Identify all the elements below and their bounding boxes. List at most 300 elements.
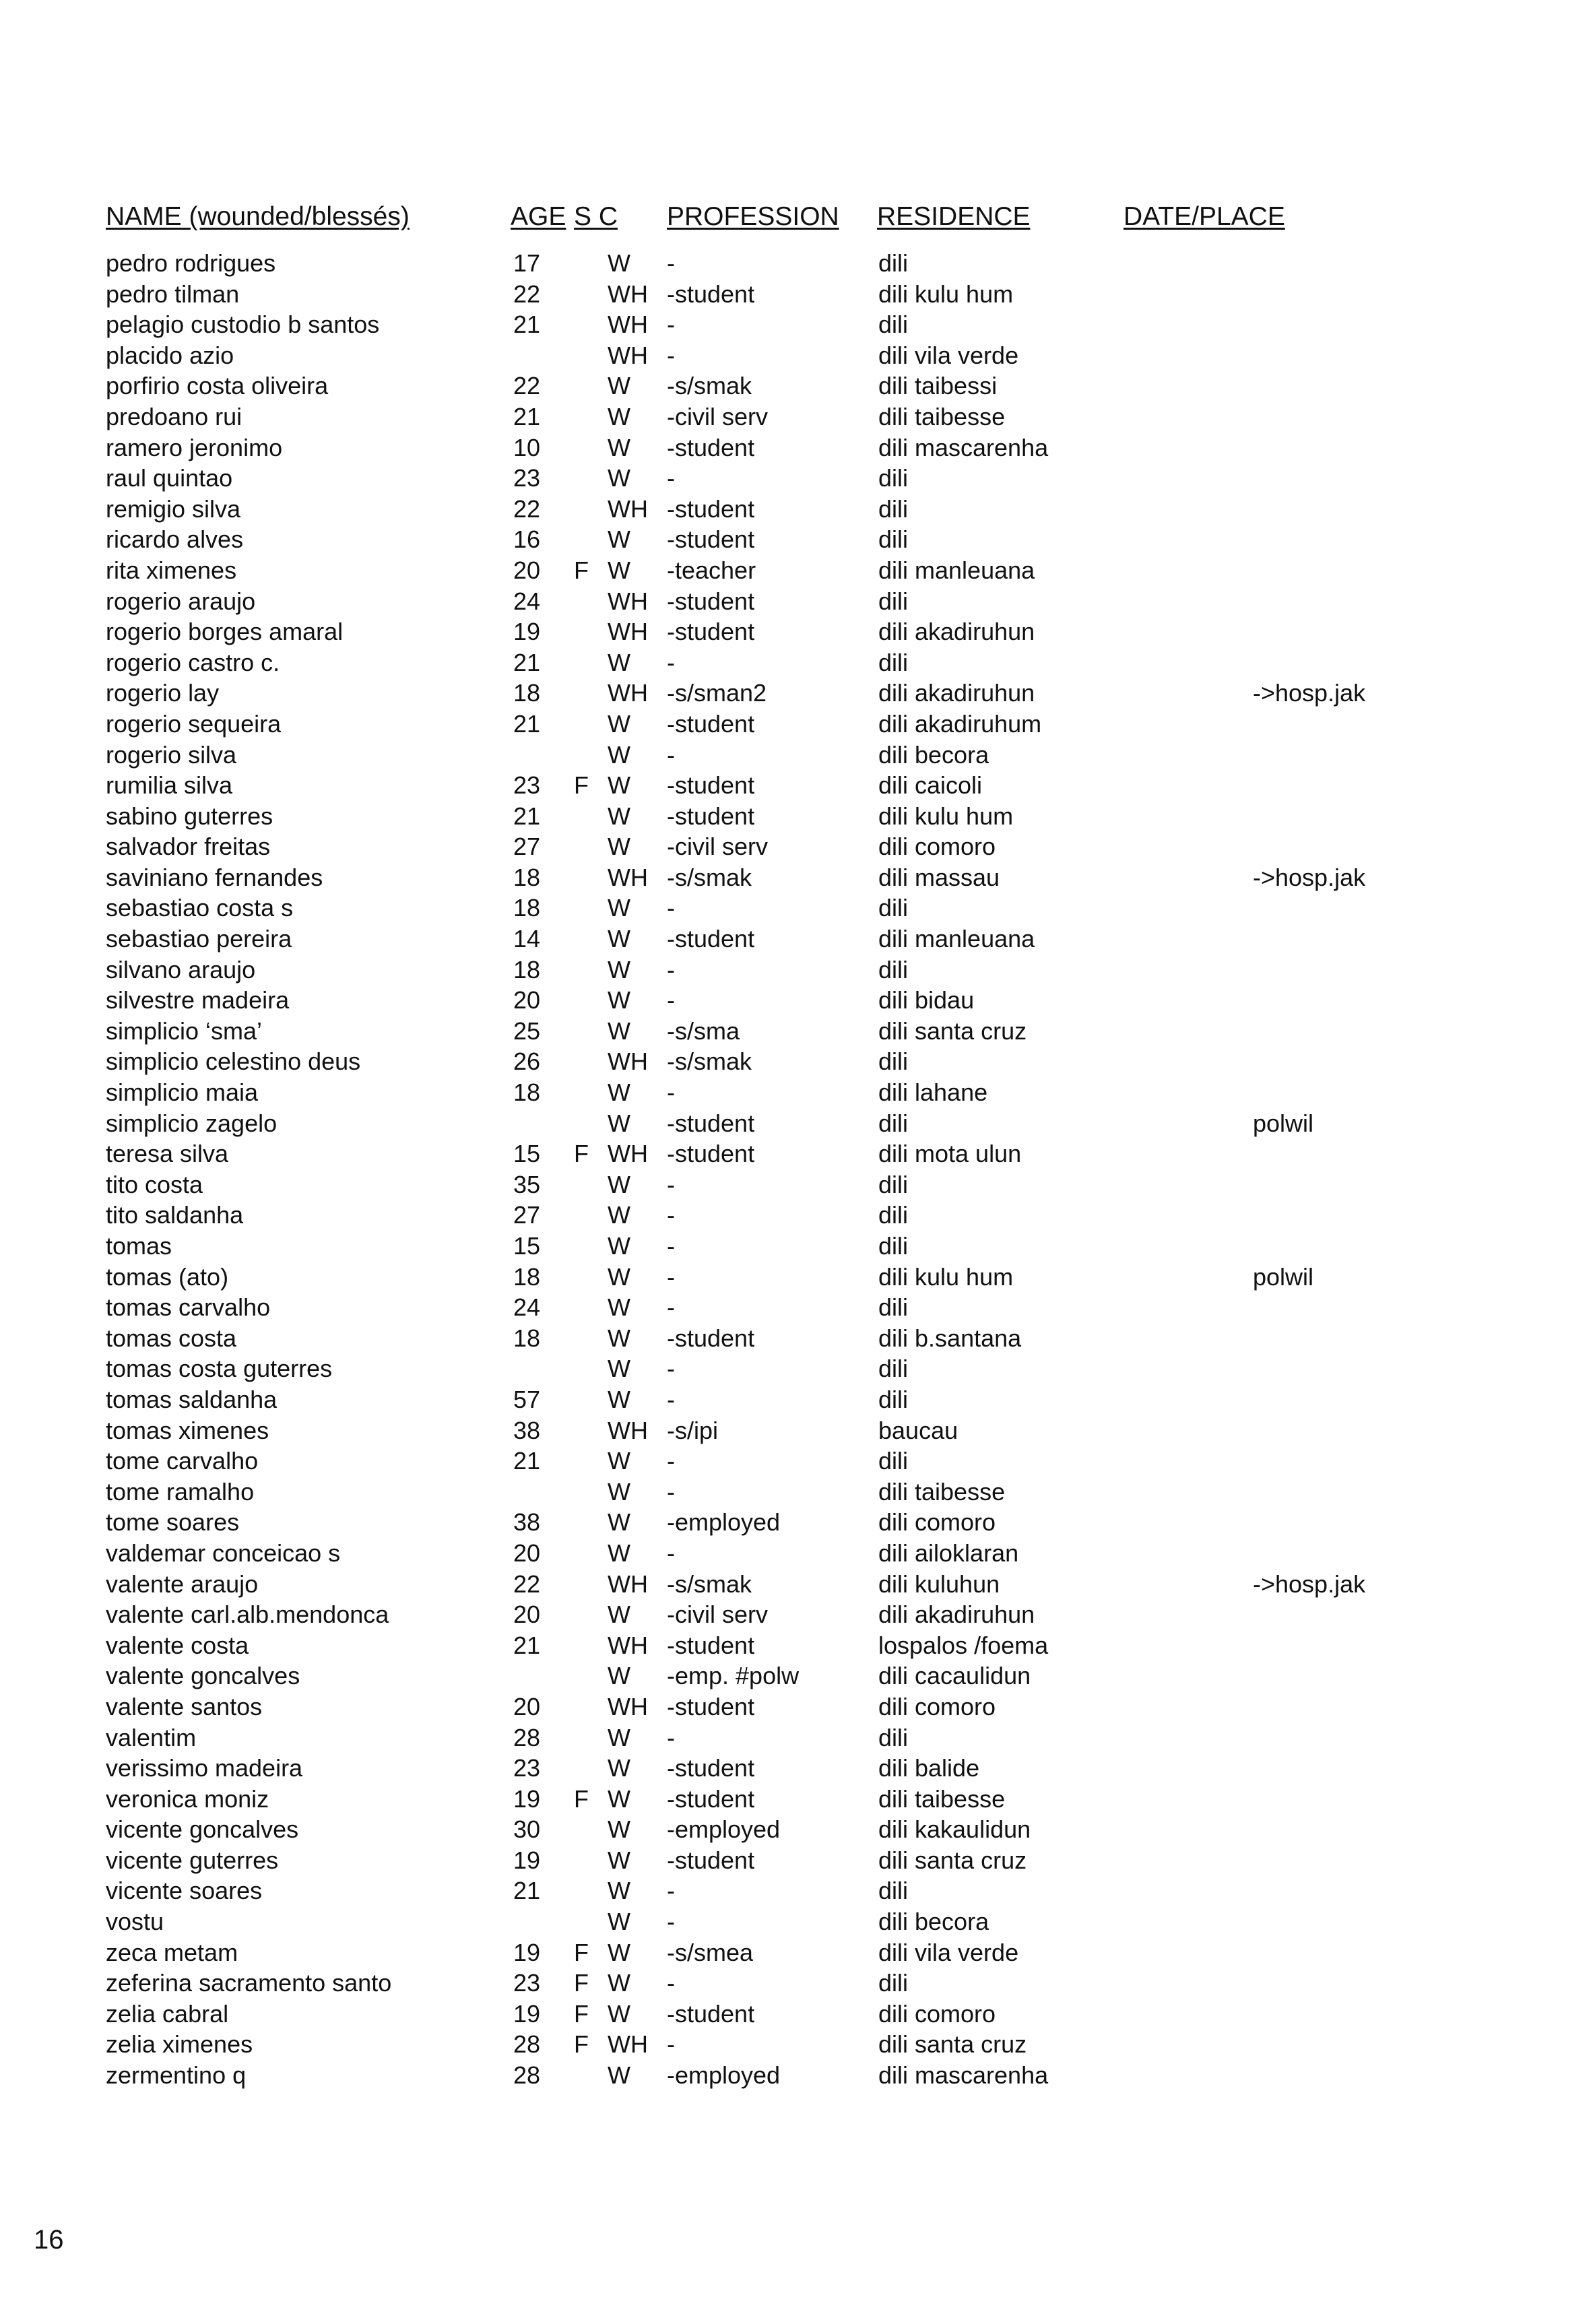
- table-row: [0, 647, 1595, 678]
- cell-profession: -: [667, 955, 675, 983]
- table-row: [0, 1691, 1595, 1722]
- cell-residence: dili taibesse: [878, 1784, 1006, 1813]
- cell-profession: -: [667, 1477, 675, 1506]
- cell-condition: WH: [608, 1631, 648, 1659]
- cell-condition: W: [608, 1969, 630, 1997]
- cell-profession: -: [667, 894, 675, 922]
- cell-age: 19: [513, 1938, 541, 1966]
- cell-condition: WH: [608, 2030, 648, 2059]
- cell-age: 19: [513, 618, 541, 646]
- cell-profession: -student: [667, 925, 755, 953]
- header-residence: RESIDENCE: [877, 202, 1031, 231]
- cell-name: ramero jeronimo: [106, 433, 283, 461]
- cell-profession: -: [667, 1877, 675, 1905]
- cell-name: tomas carvalho: [106, 1293, 271, 1322]
- cell-profession: -s/smak: [667, 372, 752, 400]
- table-row: [0, 586, 1595, 617]
- cell-age: 22: [513, 1570, 541, 1598]
- cell-residence: baucau: [878, 1416, 958, 1444]
- table-row: [0, 1477, 1595, 1508]
- cell-profession: -: [667, 464, 675, 492]
- cell-name: pelagio custodio b santos: [106, 311, 380, 339]
- cell-residence: dili cacaulidun: [878, 1662, 1031, 1690]
- cell-name: zeferina sacramento santo: [106, 1969, 392, 1997]
- cell-date-place: ->hosp.jak: [1253, 863, 1366, 891]
- table-row: [0, 340, 1595, 371]
- cell-sex: F: [574, 1784, 589, 1813]
- table-row: [0, 279, 1595, 310]
- cell-condition: W: [608, 1447, 630, 1475]
- cell-age: 24: [513, 587, 541, 615]
- cell-profession: -: [667, 1385, 675, 1413]
- cell-profession: -student: [667, 618, 755, 646]
- cell-residence: dili mota ulun: [878, 1140, 1022, 1168]
- cell-residence: dili: [878, 955, 909, 983]
- table-row: [0, 1262, 1595, 1293]
- table-row: [0, 924, 1595, 955]
- cell-condition: W: [608, 1508, 630, 1537]
- table-row: [0, 1446, 1595, 1477]
- cell-condition: WH: [608, 1416, 648, 1444]
- cell-residence: dili santa cruz: [878, 1016, 1027, 1045]
- cell-profession: -civil serv: [667, 402, 768, 430]
- cell-profession: -student: [667, 1692, 755, 1720]
- cell-age: 26: [513, 1047, 541, 1076]
- cell-condition: W: [608, 1908, 630, 1936]
- cell-condition: W: [608, 986, 630, 1014]
- cell-condition: W: [608, 249, 630, 277]
- cell-name: rogerio borges amaral: [106, 618, 344, 646]
- cell-condition: WH: [608, 1047, 648, 1076]
- cell-name: tomas (ato): [106, 1262, 229, 1291]
- cell-residence: dili akadiruhun: [878, 618, 1035, 646]
- table-row: [0, 678, 1595, 709]
- cell-date-place: polwil: [1253, 1109, 1314, 1137]
- cell-residence: dili massau: [878, 863, 1000, 891]
- table-row: [0, 524, 1595, 555]
- cell-residence: dili taibessi: [878, 372, 998, 400]
- cell-age: 35: [513, 1170, 541, 1198]
- cell-residence: dili: [878, 249, 909, 277]
- cell-age: 28: [513, 2061, 541, 2090]
- cell-residence: dili comoro: [878, 1508, 996, 1537]
- cell-name: vicente soares: [106, 1877, 263, 1905]
- table-row: [0, 770, 1595, 801]
- cell-profession: -: [667, 1201, 675, 1229]
- cell-name: pedro rodrigues: [106, 249, 276, 277]
- table-row: [0, 709, 1595, 740]
- cell-age: 57: [513, 1385, 541, 1413]
- cell-condition: W: [608, 1477, 630, 1506]
- cell-name: zeca metam: [106, 1938, 238, 1966]
- cell-condition: W: [608, 740, 630, 769]
- cell-profession: -: [667, 311, 675, 339]
- cell-condition: W: [608, 1355, 630, 1383]
- cell-profession: -: [667, 1447, 675, 1475]
- cell-condition: W: [608, 1846, 630, 1874]
- cell-profession: -student: [667, 494, 755, 523]
- cell-condition: W: [608, 648, 630, 676]
- table-row: [0, 1384, 1595, 1415]
- cell-profession: -: [667, 1293, 675, 1322]
- cell-residence: dili ailoklaran: [878, 1539, 1019, 1567]
- cell-name: simplicio celestino deus: [106, 1047, 361, 1076]
- cell-condition: WH: [608, 618, 648, 646]
- header-date-place: DATE/PLACE: [1124, 202, 1285, 231]
- cell-profession: -: [667, 986, 675, 1014]
- cell-residence: dili akadiruhum: [878, 709, 1042, 738]
- table-row: [0, 309, 1595, 340]
- cell-age: 18: [513, 1078, 541, 1107]
- cell-profession: -: [667, 1355, 675, 1383]
- cell-name: tito saldanha: [106, 1201, 244, 1229]
- cell-age: 18: [513, 679, 541, 707]
- cell-age: 14: [513, 925, 541, 953]
- cell-residence: dili: [878, 1293, 909, 1322]
- cell-name: valente carl.alb.mendonca: [106, 1601, 389, 1629]
- cell-condition: WH: [608, 341, 648, 369]
- cell-profession: -student: [667, 280, 755, 308]
- table-row: [0, 955, 1595, 986]
- cell-condition: W: [608, 402, 630, 430]
- cell-condition: W: [608, 372, 630, 400]
- cell-age: 21: [513, 1631, 541, 1659]
- table-row: [0, 1784, 1595, 1815]
- cell-residence: dili caicoli: [878, 771, 983, 800]
- table-row: [0, 2029, 1595, 2060]
- cell-age: 18: [513, 863, 541, 891]
- cell-name: tomas saldanha: [106, 1385, 278, 1413]
- cell-profession: -student: [667, 1324, 755, 1352]
- table-row: [0, 1845, 1595, 1876]
- cell-age: 20: [513, 1601, 541, 1629]
- cell-age: 15: [513, 1232, 541, 1260]
- cell-date-place: ->hosp.jak: [1253, 679, 1366, 707]
- cell-name: predoano rui: [106, 402, 242, 430]
- cell-name: tomas costa: [106, 1324, 237, 1352]
- table-row: [0, 1108, 1595, 1139]
- cell-profession: -: [667, 1723, 675, 1751]
- cell-age: 27: [513, 833, 541, 861]
- cell-name: tome carvalho: [106, 1447, 259, 1475]
- cell-profession: -student: [667, 802, 755, 830]
- table-row: [0, 985, 1595, 1016]
- cell-profession: -: [667, 2030, 675, 2059]
- cell-residence: dili kulu hum: [878, 802, 1014, 830]
- table-row: [0, 1814, 1595, 1845]
- cell-profession: -student: [667, 1140, 755, 1168]
- cell-name: rogerio castro c.: [106, 648, 280, 676]
- table-row: [0, 494, 1595, 525]
- table-row: [0, 1660, 1595, 1691]
- cell-residence: dili: [878, 311, 909, 339]
- cell-sex: F: [574, 556, 589, 584]
- cell-residence: dili mascarenha: [878, 433, 1049, 461]
- table-row: [0, 1569, 1595, 1600]
- cell-age: 10: [513, 433, 541, 461]
- table-row: [0, 432, 1595, 463]
- table-row: [0, 1599, 1595, 1630]
- cell-age: 19: [513, 1846, 541, 1874]
- cell-date-place: ->hosp.jak: [1253, 1570, 1366, 1598]
- cell-age: 20: [513, 1539, 541, 1567]
- table-row: [0, 1169, 1595, 1200]
- cell-condition: W: [608, 894, 630, 922]
- table-row: [0, 1292, 1595, 1323]
- cell-residence: dili kakaulidun: [878, 1815, 1031, 1844]
- cell-age: 25: [513, 1016, 541, 1045]
- cell-condition: W: [608, 1293, 630, 1322]
- cell-residence: dili vila verde: [878, 1938, 1019, 1966]
- cell-residence: dili santa cruz: [878, 1846, 1027, 1874]
- cell-residence: dili manleuana: [878, 925, 1035, 953]
- cell-profession: -s/smak: [667, 1570, 752, 1598]
- cell-age: 22: [513, 494, 541, 523]
- cell-age: 21: [513, 802, 541, 830]
- cell-profession: -student: [667, 1999, 755, 2028]
- table-row: [0, 1507, 1595, 1538]
- cell-age: 21: [513, 311, 541, 339]
- header-age: AGE: [511, 202, 566, 231]
- cell-condition: W: [608, 1109, 630, 1137]
- table-row: [0, 1415, 1595, 1446]
- cell-residence: lospalos /foema: [878, 1631, 1049, 1659]
- header-sex-condition: S C: [574, 202, 618, 231]
- cell-name: ricardo alves: [106, 525, 244, 554]
- cell-residence: dili taibesse: [878, 402, 1006, 430]
- cell-profession: -s/smak: [667, 1047, 752, 1076]
- cell-name: remigio silva: [106, 494, 241, 523]
- cell-age: 38: [513, 1508, 541, 1537]
- cell-age: 18: [513, 955, 541, 983]
- cell-name: tome ramalho: [106, 1477, 255, 1506]
- cell-residence: dili: [878, 464, 909, 492]
- cell-name: valente goncalves: [106, 1662, 300, 1690]
- cell-sex: F: [574, 1140, 589, 1168]
- cell-residence: dili becora: [878, 1908, 989, 1936]
- cell-name: valdemar conceicao s: [106, 1539, 341, 1567]
- cell-name: vicente goncalves: [106, 1815, 299, 1844]
- cell-profession: -employed: [667, 1815, 781, 1844]
- cell-profession: -s/sman2: [667, 679, 767, 707]
- cell-name: zelia ximenes: [106, 2030, 253, 2059]
- cell-name: rita ximenes: [106, 556, 237, 584]
- cell-profession: -: [667, 648, 675, 676]
- cell-residence: dili: [878, 1723, 909, 1751]
- cell-condition: W: [608, 1539, 630, 1567]
- cell-name: rogerio lay: [106, 679, 220, 707]
- table-row: [0, 370, 1595, 401]
- cell-residence: dili kulu hum: [878, 280, 1014, 308]
- cell-condition: W: [608, 709, 630, 738]
- cell-profession: -emp. #polw: [667, 1662, 800, 1690]
- cell-age: 23: [513, 771, 541, 800]
- cell-name: simplicio ‘sma’: [106, 1016, 263, 1045]
- table-body: [0, 248, 1595, 2091]
- cell-age: 21: [513, 1877, 541, 1905]
- cell-condition: W: [608, 433, 630, 461]
- cell-residence: dili: [878, 1109, 909, 1137]
- cell-residence: dili lahane: [878, 1078, 988, 1107]
- cell-residence: dili becora: [878, 740, 989, 769]
- cell-residence: dili: [878, 1047, 909, 1076]
- cell-condition: W: [608, 1723, 630, 1751]
- cell-age: 23: [513, 1754, 541, 1782]
- cell-condition: WH: [608, 311, 648, 339]
- cell-name: rumilia silva: [106, 771, 233, 800]
- header-profession: PROFESSION: [667, 202, 839, 231]
- cell-residence: dili comoro: [878, 1999, 996, 2028]
- cell-profession: -civil serv: [667, 1601, 768, 1629]
- cell-name: sebastiao costa s: [106, 894, 294, 922]
- cell-sex: F: [574, 2030, 589, 2059]
- cell-name: rogerio silva: [106, 740, 237, 769]
- cell-residence: dili: [878, 587, 909, 615]
- cell-residence: dili: [878, 894, 909, 922]
- cell-profession: -employed: [667, 1508, 781, 1537]
- cell-condition: W: [608, 1385, 630, 1413]
- table-row: [0, 1323, 1595, 1354]
- cell-profession: -civil serv: [667, 833, 768, 861]
- cell-name: silvano araujo: [106, 955, 256, 983]
- cell-residence: dili: [878, 1232, 909, 1260]
- cell-condition: W: [608, 1016, 630, 1045]
- cell-age: 30: [513, 1815, 541, 1844]
- cell-residence: dili akadiruhun: [878, 1601, 1035, 1629]
- cell-condition: W: [608, 2061, 630, 2090]
- cell-age: 17: [513, 249, 541, 277]
- table-row: [0, 1875, 1595, 1906]
- cell-condition: W: [608, 925, 630, 953]
- cell-profession: -employed: [667, 2061, 781, 2090]
- table-row: [0, 1138, 1595, 1169]
- cell-profession: -student: [667, 771, 755, 800]
- cell-condition: WH: [608, 494, 648, 523]
- table-row: [0, 1937, 1595, 1968]
- cell-name: vostu: [106, 1908, 164, 1936]
- cell-residence: dili: [878, 525, 909, 554]
- cell-residence: dili comoro: [878, 833, 996, 861]
- cell-age: 21: [513, 1447, 541, 1475]
- cell-name: tomas costa guterres: [106, 1355, 333, 1383]
- cell-profession: -: [667, 1539, 675, 1567]
- cell-condition: W: [608, 1877, 630, 1905]
- cell-age: 21: [513, 709, 541, 738]
- cell-age: 18: [513, 1262, 541, 1291]
- cell-name: tomas: [106, 1232, 172, 1260]
- cell-condition: W: [608, 1232, 630, 1260]
- cell-condition: W: [608, 1078, 630, 1107]
- cell-residence: dili: [878, 494, 909, 523]
- table-row: [0, 740, 1595, 771]
- cell-residence: dili santa cruz: [878, 2030, 1027, 2059]
- cell-name: verissimo madeira: [106, 1754, 303, 1782]
- cell-condition: WH: [608, 1692, 648, 1720]
- cell-age: 27: [513, 1201, 541, 1229]
- table-row: [0, 401, 1595, 432]
- cell-age: 21: [513, 648, 541, 676]
- cell-age: 16: [513, 525, 541, 554]
- cell-residence: dili manleuana: [878, 556, 1035, 584]
- cell-profession: -student: [667, 1109, 755, 1137]
- cell-sex: F: [574, 1969, 589, 1997]
- cell-condition: WH: [608, 280, 648, 308]
- table-row: [0, 616, 1595, 647]
- cell-profession: -s/sma: [667, 1016, 740, 1045]
- cell-name: valente araujo: [106, 1570, 259, 1598]
- cell-residence: dili comoro: [878, 1692, 996, 1720]
- cell-name: sebastiao pereira: [106, 925, 292, 953]
- cell-residence: dili: [878, 1969, 909, 1997]
- table-row: [0, 1046, 1595, 1077]
- cell-name: simplicio zagelo: [106, 1109, 278, 1137]
- cell-sex: F: [574, 771, 589, 800]
- cell-name: tome soares: [106, 1508, 240, 1537]
- table-row: [0, 1200, 1595, 1231]
- cell-profession: -student: [667, 1631, 755, 1659]
- cell-profession: -: [667, 1262, 675, 1291]
- cell-condition: WH: [608, 587, 648, 615]
- cell-profession: -student: [667, 433, 755, 461]
- header-name: NAME (wounded/blessés): [106, 202, 410, 231]
- cell-residence: dili kulu hum: [878, 1262, 1014, 1291]
- table-row: [0, 1353, 1595, 1384]
- cell-residence: dili kuluhun: [878, 1570, 1000, 1598]
- cell-residence: dili mascarenha: [878, 2061, 1049, 2090]
- cell-age: 21: [513, 402, 541, 430]
- cell-age: 18: [513, 1324, 541, 1352]
- cell-age: 18: [513, 894, 541, 922]
- cell-profession: -student: [667, 1784, 755, 1813]
- page-number: 16: [34, 2225, 64, 2255]
- cell-age: 20: [513, 556, 541, 584]
- cell-name: rogerio araujo: [106, 587, 256, 615]
- cell-age: 23: [513, 1969, 541, 1997]
- cell-profession: -: [667, 1078, 675, 1107]
- cell-profession: -student: [667, 525, 755, 554]
- cell-name: raul quintao: [106, 464, 233, 492]
- cell-condition: WH: [608, 1570, 648, 1598]
- cell-residence: dili: [878, 1170, 909, 1198]
- cell-residence: dili bidau: [878, 986, 975, 1014]
- cell-name: vicente guterres: [106, 1846, 279, 1874]
- cell-condition: W: [608, 1754, 630, 1782]
- cell-condition: W: [608, 802, 630, 830]
- cell-age: 28: [513, 2030, 541, 2059]
- cell-age: 38: [513, 1416, 541, 1444]
- table-row: [0, 1999, 1595, 2030]
- cell-condition: WH: [608, 863, 648, 891]
- cell-profession: -student: [667, 709, 755, 738]
- cell-condition: W: [608, 1938, 630, 1966]
- cell-age: 19: [513, 1784, 541, 1813]
- cell-profession: -student: [667, 1754, 755, 1782]
- cell-condition: W: [608, 1815, 630, 1844]
- cell-name: teresa silva: [106, 1140, 229, 1168]
- table-row: [0, 555, 1595, 586]
- cell-name: valente costa: [106, 1631, 249, 1659]
- cell-residence: dili vila verde: [878, 341, 1019, 369]
- cell-age: 28: [513, 1723, 541, 1751]
- cell-name: sabino guterres: [106, 802, 273, 830]
- cell-name: saviniano fernandes: [106, 863, 323, 891]
- cell-age: 22: [513, 372, 541, 400]
- cell-name: pedro tilman: [106, 280, 240, 308]
- table-row: [0, 248, 1595, 279]
- cell-condition: W: [608, 1262, 630, 1291]
- cell-name: placido azio: [106, 341, 234, 369]
- cell-age: 24: [513, 1293, 541, 1322]
